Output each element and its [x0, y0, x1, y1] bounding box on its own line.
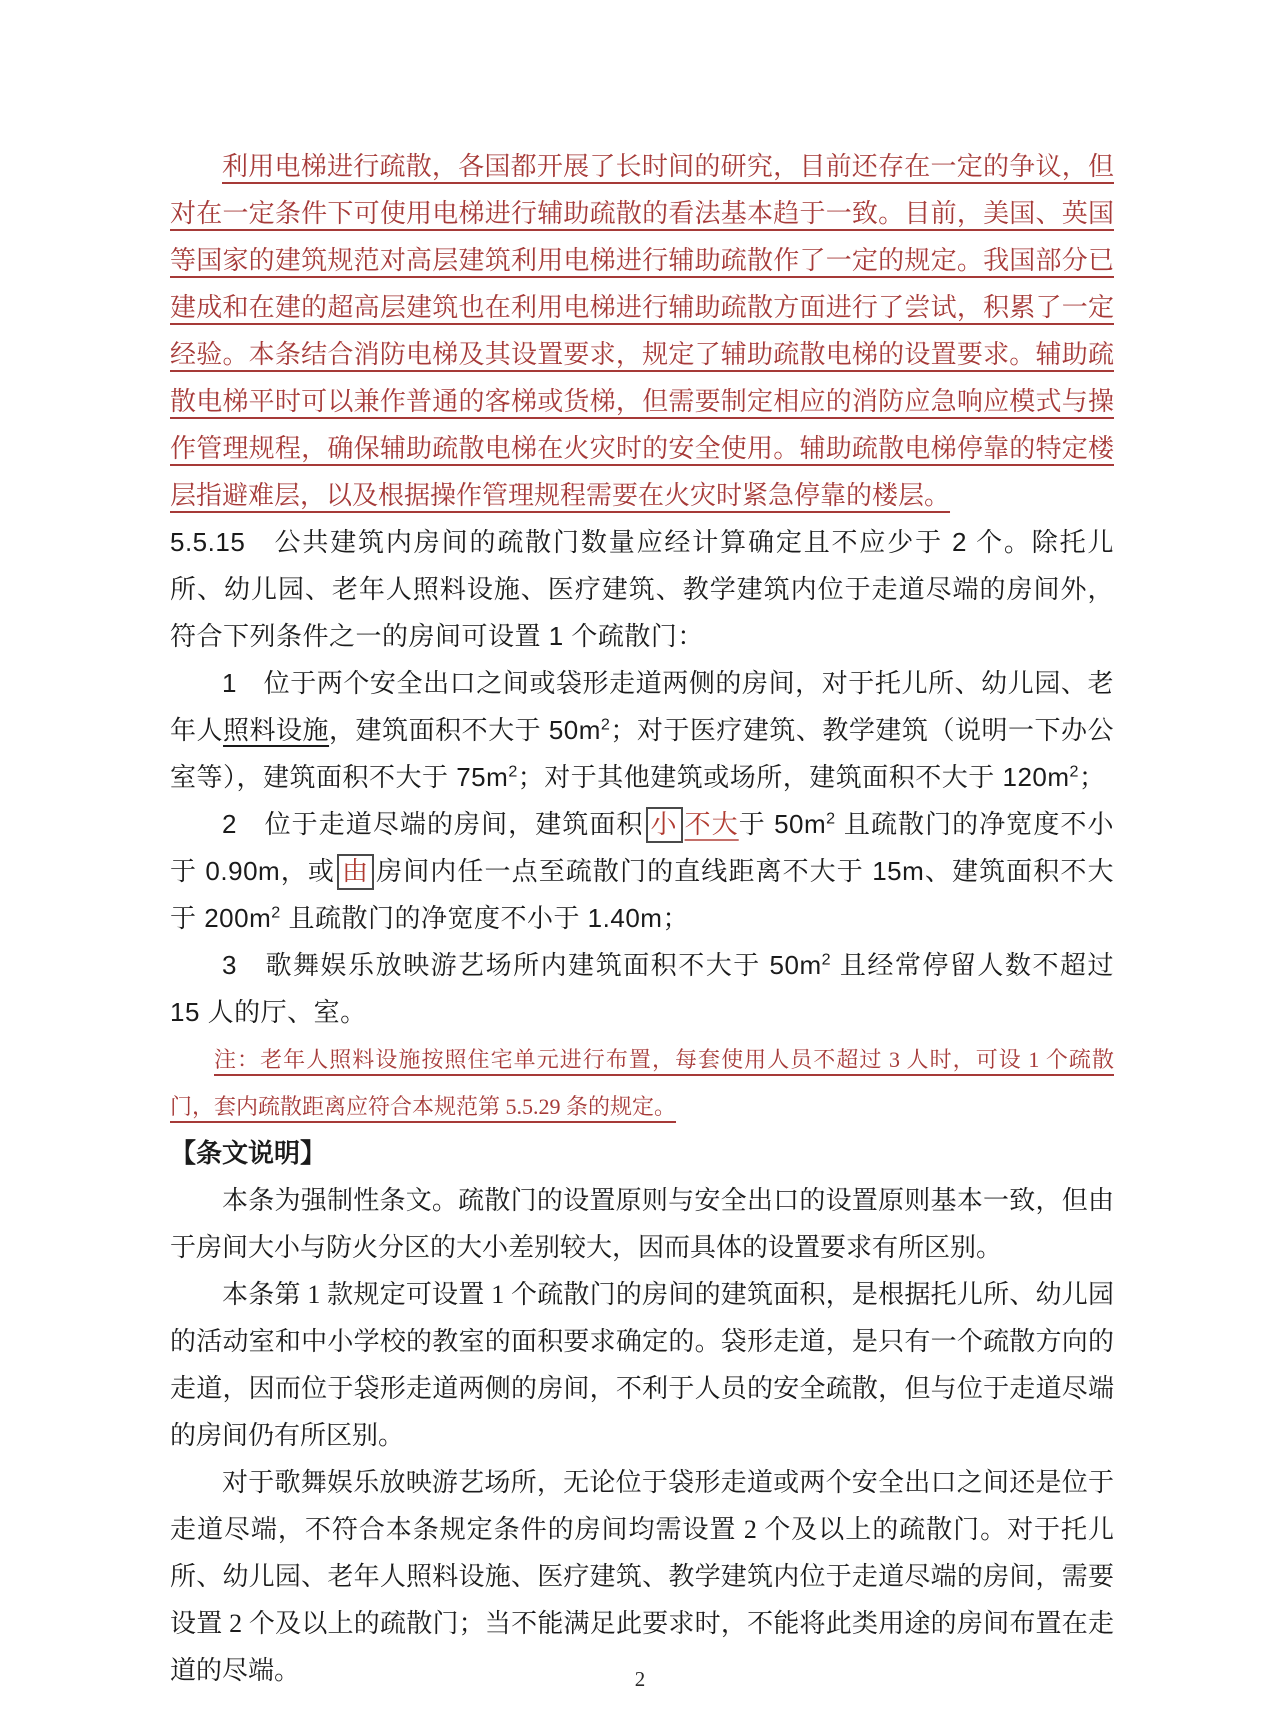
page-number: 2 [634, 1667, 646, 1691]
text-run: 2 [826, 809, 836, 828]
revised-text: 不大 [684, 809, 739, 839]
document-body [170, 143, 1114, 1694]
text-run: 2 [1069, 762, 1080, 781]
text-run: ；对于其他建筑或场所，建筑面积不大于 120m [517, 762, 1070, 792]
commentary-elevator-paragraph [170, 143, 1114, 519]
text-run: 对于歌舞娱乐放映游艺场所，无论位于袋形走道或两个安全出口之间还是位于走道尽端，不符合本条规定条件的房间均需设置 2 个及以上的疏散门。对于托儿所、幼儿园、老年人照料设施、医疗建筑、教学建筑内位于走道尽端的房间，需要设置 2 个及以上的疏散门；当不能满足此要求时，不能将此类用途的房间布置在走道的尽端。 [170, 1468, 1114, 1685]
commentary-heading [170, 1130, 1114, 1177]
text-run: 2 [271, 903, 281, 922]
text-run: 注：老年人照料设施按照住宅单元进行布置，每套使用人员不超过 3 人时，可设 1 个疏散门，套内疏散距离应符合本规范第 5.5.29 条的规定。 [170, 1047, 1114, 1119]
clause-item-2 [170, 801, 1114, 942]
text-run: 照料设施 [223, 715, 330, 745]
text-run: 且经常停留人数不超过 15 人的厅、室。 [170, 950, 1114, 1027]
text-run: 房间内任一点至疏散门的直线距离不大于 15m、建筑面积不大于 200m [170, 856, 1114, 933]
clause-note [170, 1036, 1114, 1130]
text-run: 本条第 1 款规定可设置 1 个疏散门的房间的建筑面积，是根据托儿所、幼儿园的活动室和中小学校的教室的面积要求确定的。袋形走道，是只有一个疏散方向的走道，因而位于袋形走道两侧的房间，不利于人员的安全疏散，但与位于走道尽端的房间仍有所区别。 [170, 1280, 1114, 1450]
text-run: 【条文说明】 [170, 1138, 327, 1168]
clause-5-5-15 [170, 519, 1114, 660]
text-run: 2 位于走道尽端的房间，建筑面积 [222, 809, 644, 839]
inserted-char: 小 [646, 807, 683, 843]
text-run: ； [1079, 762, 1106, 792]
commentary-paragraph-1 [170, 1177, 1114, 1271]
text-run: 2 [508, 762, 518, 781]
text-run: 3 歌舞娱乐放映游艺场所内建筑面积不大于 50m [222, 950, 822, 980]
text-run: 1 位于两个安全出口之间或袋形走道两侧的房间，对于托儿所、幼儿园、老年人 [170, 668, 1114, 745]
text-run: 利用电梯进行疏散，各国都开展了长时间的研究，目前还存在一定的争议，但对在一定条件下可使用电梯进行辅助疏散的看法基本趋于一致。目前，美国、英国等国家的建筑规范对高层建筑利用电梯进行辅助疏散作了一定的规定。我国部分已建成和在建的超高层建筑也在利用电梯进行辅助疏散方面进行了尝试，积累了一定经验。本条结合消防电梯及其设置要求，规定了辅助疏散电梯的设置要求。辅助疏散电梯平时可以兼作普通的客梯或货梯，但需要制定相应的消防应急响应模式与操作管理规程，确保辅助疏散电梯在火灾时的安全使用。辅助疏散电梯停靠的特定楼层指避难层，以及根据操作管理规程需要在火灾时紧急停靠的楼层。 [170, 152, 1114, 510]
text-run: 2 [600, 715, 611, 734]
inserted-char: 由 [337, 854, 374, 890]
clause-item-3 [170, 942, 1114, 1036]
text-run: 于 50m [738, 809, 827, 839]
commentary-paragraph-3 [170, 1459, 1114, 1694]
text-run: ；对于医疗建筑、教学建筑（说明一下办公室等），建筑面积不大于 75m [170, 715, 1114, 792]
text-run: 5.5.15 公共建筑内房间的疏散门数量应经计算确定且不应少于 2 个。除托儿所、幼儿园、老年人照料设施、医疗建筑、教学建筑内位于走道尽端的房间外，符合下列条件之一的房间可设置 1 个疏散门： [170, 527, 1114, 651]
text-run: 本条为强制性条文。疏散门的设置原则与安全出口的设置原则基本一致，但由于房间大小与防火分区的大小差别较大，因而具体的设置要求有所区别。 [170, 1186, 1114, 1262]
clause-item-1 [170, 660, 1114, 801]
commentary-paragraph-2 [170, 1271, 1114, 1459]
text-run: 且疏散门的净宽度不小于 0.90m，或 [170, 809, 1114, 886]
text-run: 2 [821, 950, 832, 969]
text-run: 且疏散门的净宽度不小于 1.40m； [280, 903, 689, 933]
text-run: ，建筑面积不大于 50m [329, 715, 601, 745]
